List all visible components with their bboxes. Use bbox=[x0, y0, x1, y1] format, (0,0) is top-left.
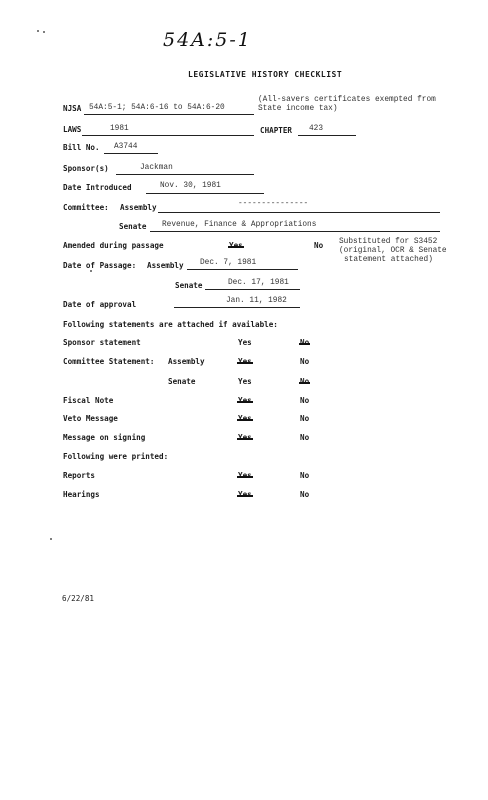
njsa-underline bbox=[84, 114, 254, 115]
passage-senate-underline bbox=[205, 289, 300, 290]
printed-label: Hearings bbox=[63, 490, 100, 499]
statement-yes: Yes bbox=[238, 414, 252, 423]
speck-mark bbox=[37, 30, 39, 32]
committee-senate-value: Revenue, Finance & Appropriations bbox=[162, 221, 317, 229]
bill-number-underline bbox=[104, 153, 158, 154]
page-title: LEGISLATIVE HISTORY CHECKLIST bbox=[188, 70, 343, 79]
passage-assembly-underline bbox=[187, 269, 298, 270]
statement-label: Fiscal Note bbox=[63, 396, 114, 405]
statement-label: Veto Message bbox=[63, 414, 118, 423]
date-introduced-underline bbox=[146, 193, 264, 194]
amended-yes: Yes bbox=[229, 241, 243, 250]
passage-senate-label: Senate bbox=[175, 281, 203, 290]
statement-yes: Yes bbox=[238, 357, 252, 366]
committee-label: Committee: bbox=[63, 203, 109, 212]
amended-label: Amended during passage bbox=[63, 241, 164, 250]
date-of-approval-label: Date of approval bbox=[63, 300, 137, 309]
printed-yes: Yes bbox=[238, 471, 252, 480]
speck-mark bbox=[43, 31, 45, 33]
njsa-label: NJSA bbox=[63, 104, 82, 113]
statement-label: Message on signing bbox=[63, 433, 146, 442]
substituted-note-line-3: statement attached) bbox=[344, 256, 433, 264]
statement-label: Committee Statement: bbox=[63, 357, 155, 366]
substituted-note-line-1: Substituted for S3452 bbox=[339, 238, 438, 246]
statement-yes: Yes bbox=[238, 433, 252, 442]
footer-date: 6/22/81 bbox=[62, 594, 95, 603]
njsa-note-line-1: (All-savers certificates exempted from bbox=[258, 96, 436, 104]
date-introduced-value: Nov. 30, 1981 bbox=[160, 182, 221, 190]
printed-heading: Following were printed: bbox=[63, 452, 169, 461]
committee-senate-underline bbox=[150, 231, 440, 232]
passage-senate-value: Dec. 17, 1981 bbox=[228, 279, 289, 287]
statement-yes: Yes bbox=[238, 396, 252, 405]
statement-label: Sponsor statement bbox=[63, 338, 141, 347]
bill-number-label: Bill No. bbox=[63, 143, 100, 152]
printed-label: Reports bbox=[63, 471, 96, 480]
printed-no: No bbox=[300, 471, 310, 480]
chapter-label: CHAPTER bbox=[260, 126, 293, 135]
statement-sublabel: Senate bbox=[168, 377, 196, 386]
sponsor-value: Jackman bbox=[140, 164, 173, 172]
date-of-approval-underline bbox=[174, 307, 300, 308]
printed-no: No bbox=[300, 490, 310, 499]
statement-yes: Yes bbox=[238, 338, 252, 347]
statement-sublabel: Assembly bbox=[168, 357, 205, 366]
speck-mark bbox=[90, 270, 92, 272]
chapter-underline bbox=[298, 135, 356, 136]
committee-assembly-label: Assembly bbox=[120, 203, 157, 212]
chapter-value: 423 bbox=[309, 125, 324, 133]
laws-label: LAWS bbox=[63, 125, 82, 134]
handwritten-document-id: 54A:5-1 bbox=[163, 29, 252, 51]
statement-no: No bbox=[300, 357, 310, 366]
date-of-approval-value: Jan. 11, 1982 bbox=[226, 297, 287, 305]
printed-yes: Yes bbox=[238, 490, 252, 499]
njsa-note-line-2: State income tax) bbox=[258, 105, 338, 113]
date-introduced-label: Date Introduced bbox=[63, 183, 132, 192]
statement-no: No bbox=[300, 414, 310, 423]
laws-underline bbox=[82, 135, 254, 136]
statement-no: No bbox=[300, 338, 310, 347]
speck-mark bbox=[50, 538, 52, 540]
date-of-passage-label: Date of Passage: bbox=[63, 261, 137, 270]
statement-yes: Yes bbox=[238, 377, 252, 386]
passage-assembly-label: Assembly bbox=[147, 261, 184, 270]
statements-heading: Following statements are attached if available: bbox=[63, 320, 278, 329]
sponsor-underline bbox=[116, 174, 254, 175]
njsa-value: 54A:5-1; 54A:6-16 to 54A:6-20 bbox=[89, 104, 225, 112]
committee-assembly-underline bbox=[158, 212, 440, 213]
statement-no: No bbox=[300, 377, 310, 386]
sponsor-label: Sponsor(s) bbox=[63, 164, 109, 173]
bill-number-value: A3744 bbox=[114, 143, 138, 151]
committee-assembly-value: --------------- bbox=[238, 200, 309, 208]
amended-no: No bbox=[314, 241, 324, 250]
laws-value: 1981 bbox=[110, 125, 129, 133]
statement-no: No bbox=[300, 396, 310, 405]
statement-no: No bbox=[300, 433, 310, 442]
substituted-note-line-2: (original, OCR & Senate bbox=[339, 247, 447, 255]
committee-senate-label: Senate bbox=[119, 222, 147, 231]
passage-assembly-value: Dec. 7, 1981 bbox=[200, 259, 257, 267]
